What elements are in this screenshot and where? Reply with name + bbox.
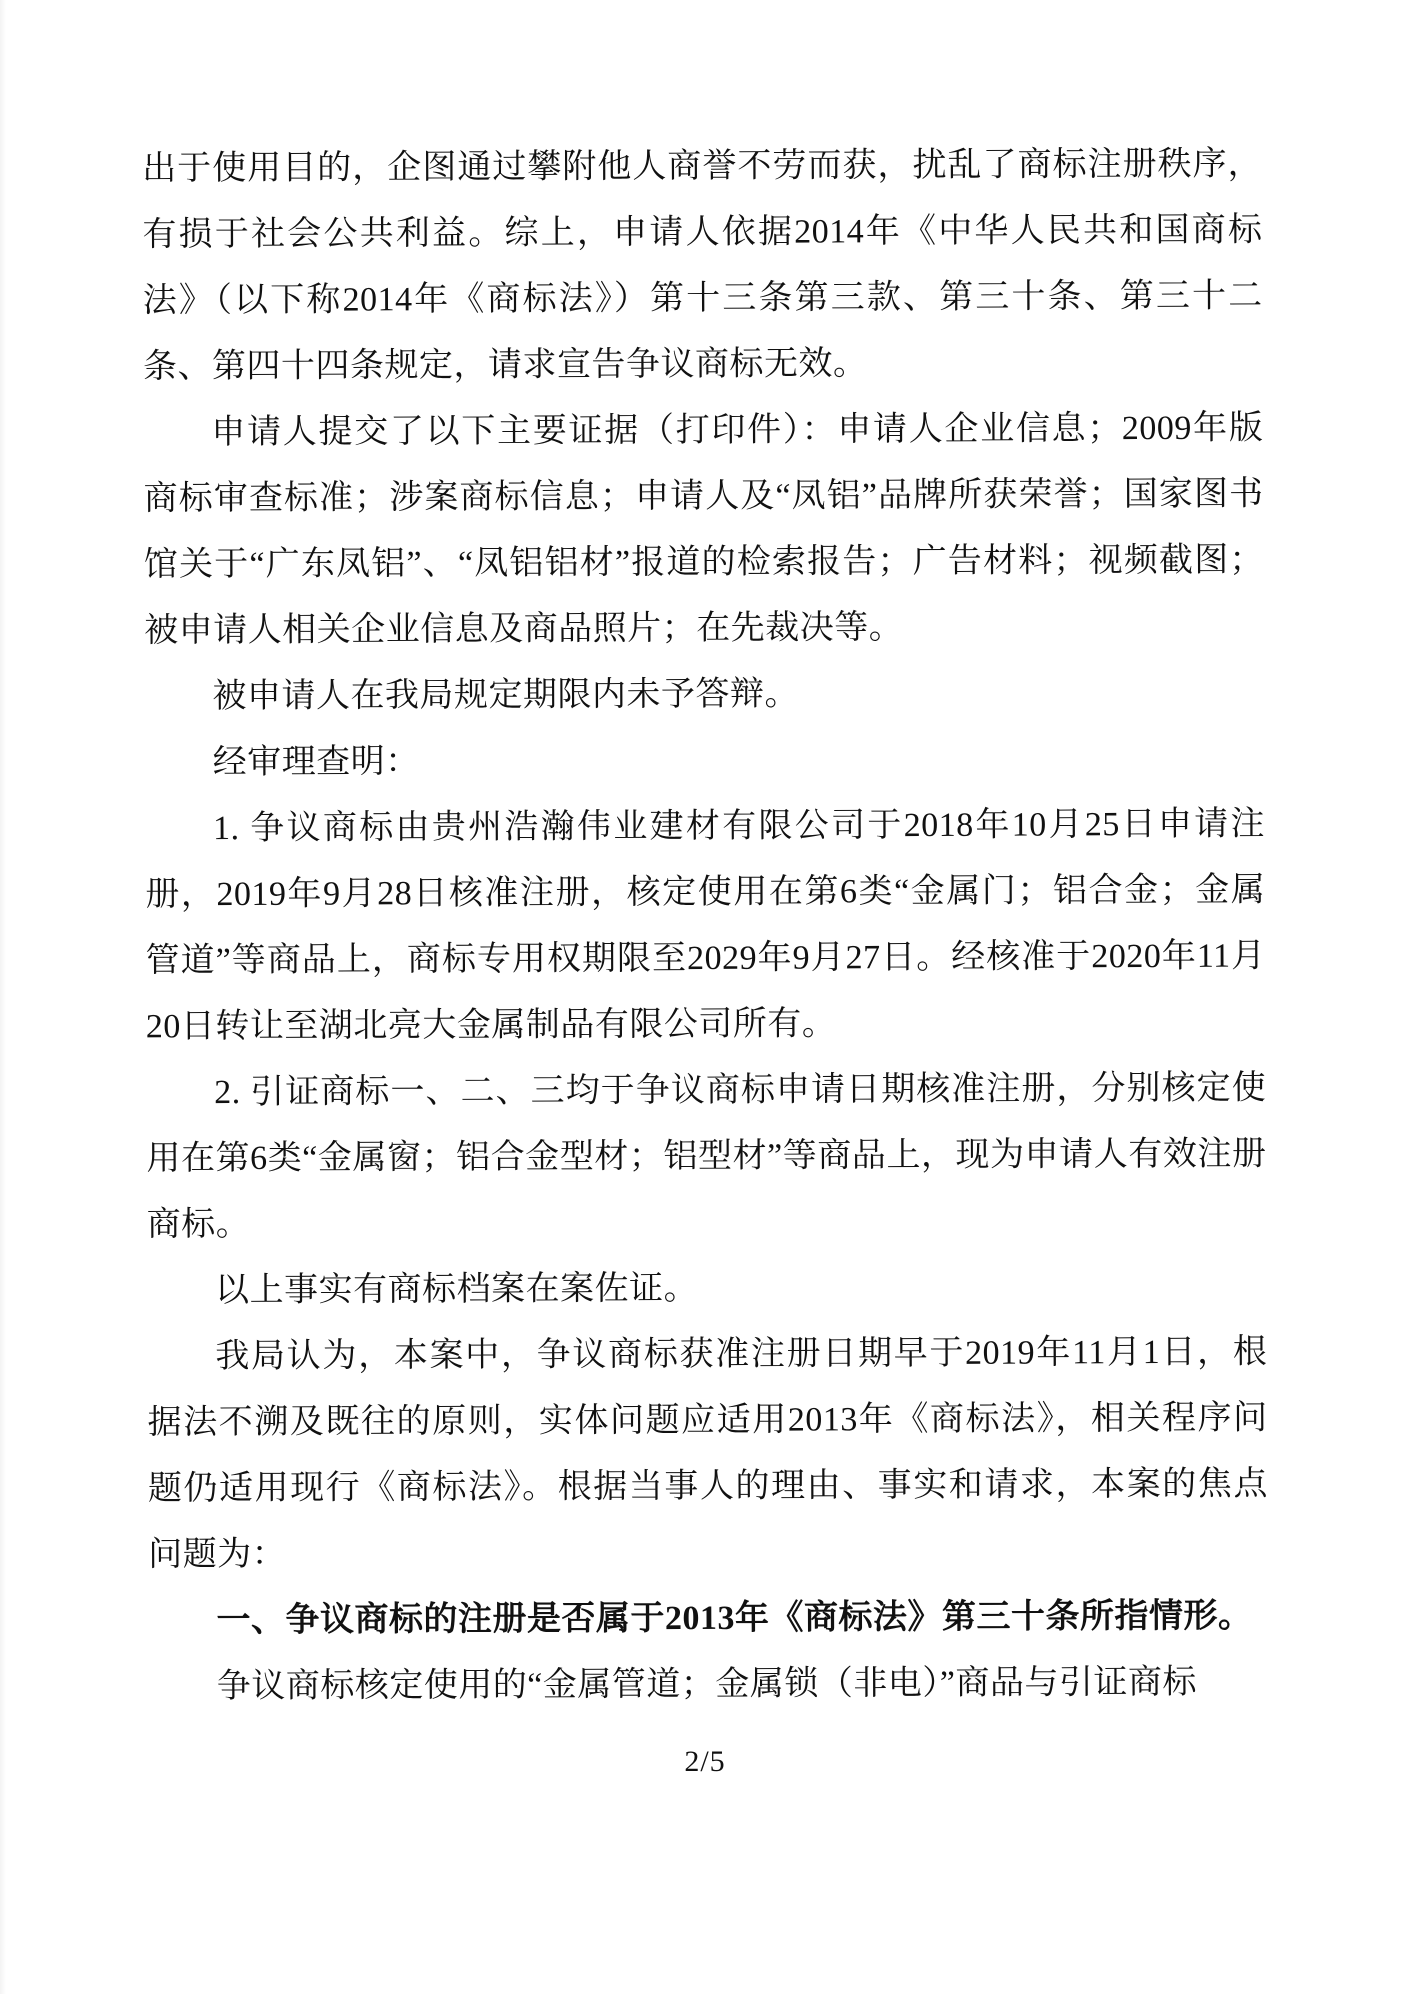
paragraph: 争议商标核定使用的“金属管道；金属锁（非电）”商品与引证商标 — [216, 1663, 1198, 1706]
scan-edge-artifact — [0, 0, 6, 1994]
document-body — [142, 132, 1269, 1721]
paragraph: 经审理查明： — [212, 743, 420, 782]
paragraph: 1. 争议商标由贵州浩瀚伟业建材有限公司于2018年10月25日申请注册，2019年9月28日核准注册，核定使用在第6类“金属门；铝合金；金属管道”等商品上，商标专用权期限至2029年9月27日。经核准于2020年11月20日转让至湖北亮大金属制品有限公司所有。 — [145, 805, 1266, 1046]
paragraph: 以上事实有商标档案在案佐证。 — [214, 1270, 699, 1310]
paragraph: 我局认为，本案中，争议商标获准注册日期早于2019年11月1日，根据法不溯及既往的原则，实体问题应适用2013年《商标法》，相关程序问题仍适用现行《商标法》。根据当事人的理由、事实和请求，本案的焦点问题为： — [147, 1333, 1268, 1574]
page-number: 2/5 — [684, 1745, 726, 1778]
paragraph: 一、争议商标的注册是否属于2013年《商标法》第三十条所指情形。 — [216, 1597, 1253, 1640]
paragraph: 被申请人在我局规定期限内未予答辩。 — [212, 675, 800, 716]
paragraph: 申请人提交了以下主要证据（打印件）：申请人企业信息；2009年版商标审查标准；涉案商标信息；申请人及“凤铝”品牌所获荣誉；国家图书馆关于“广东凤铝”、“凤铝铝材”报道的检索报告；广告材料；视频截图；被申请人相关企业信息及商品照片；在先裁决等。 — [143, 409, 1264, 650]
paragraph: 2. 引证商标一、二、三均于争议商标申请日期核准注册，分别核定使用在第6类“金属窗；铝合金型材；铝型材”等商品上，现为申请人有效注册商标。 — [146, 1069, 1267, 1244]
paragraph: 出于使用目的，企图通过攀附他人商誉不劳而获，扰乱了商标注册秩序，有损于社会公共利益。综上，申请人依据2014年《中华人民共和国商标法》（以下称2014年《商标法》）第十三条第三款、第三十条、第三十二条、第四十四条规定，请求宣告争议商标无效。 — [142, 145, 1263, 386]
